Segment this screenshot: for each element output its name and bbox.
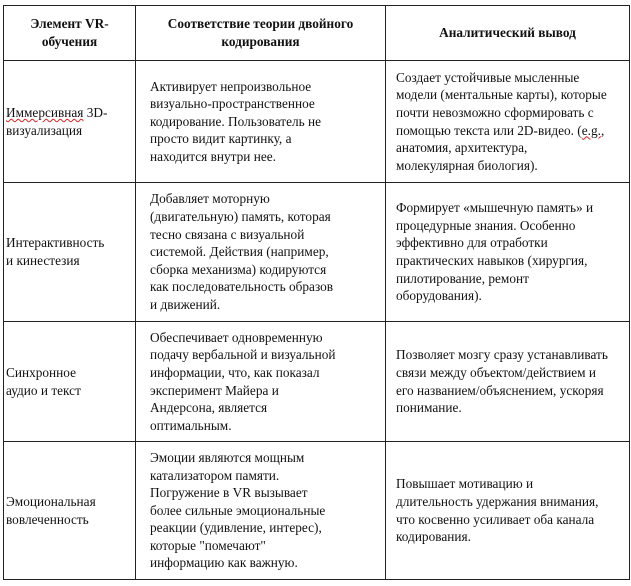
misspelled-word: Иммерсивная	[6, 104, 84, 120]
table-row	[4, 183, 630, 322]
cell-theory: Эмоции являются мощным катализатором памяти. Погружение в VR вызывает более сильные эмоциональные реакции (удивление, интерес), которые "помечают" информацию как важную.	[136, 442, 386, 580]
cell-conclusion-text: , анатомия, архитектура, молекулярная биология).	[396, 122, 605, 173]
table-row	[4, 61, 630, 183]
table-row	[4, 442, 630, 580]
misspelled-word: e.g.	[581, 122, 601, 138]
cell-theory: Обеспечивает одновременную подачу вербальной и визуальной информации, что, как показал эксперимент Майера и Андерсона, является оптимальным.	[136, 322, 386, 442]
header-element: Элемент VR- обучения	[4, 6, 136, 61]
comparison-table	[3, 5, 630, 580]
cell-element: Интерактивность и кинестезия	[4, 183, 136, 322]
cell-conclusion	[386, 61, 630, 183]
cell-element: Синхронное аудио и текст	[4, 322, 136, 442]
cell-conclusion-text: Создает устойчивые мысленные модели (ментальные карты), которые почти невозможно сформировать с помощью текста или 2D-видео. (	[396, 69, 607, 138]
header-conclusion: Аналитический вывод	[386, 6, 630, 61]
header-theory: Соответствие теории двойного кодирования	[136, 6, 386, 61]
table-header-row	[4, 6, 630, 61]
cell-theory: Активирует непроизвольное визуально-пространственное кодирование. Пользователь не просто видит картинку, а находится внутри нее.	[136, 61, 386, 183]
table-row	[4, 322, 630, 442]
cell-element: Эмоциональная вовлеченность	[4, 442, 136, 580]
cell-conclusion: Повышает мотивацию и длительность удержания внимания, что косвенно усиливает оба канала кодирования.	[386, 442, 630, 580]
cell-element	[4, 61, 136, 183]
cell-conclusion: Позволяет мозгу сразу устанавливать связи между объектом/действием и его названием/объяснением, ускоряя понимание.	[386, 322, 630, 442]
cell-theory: Добавляет моторную (двигательную) память, которая тесно связана с визуальной системой. Действия (например, сборка механизма) кодируются как последовательность образов и движений.	[136, 183, 386, 322]
cell-element-text: 3D- визуализация	[6, 104, 108, 138]
cell-conclusion: Формирует «мышечную память» и процедурные знания. Особенно эффективно для отработки практических навыков (хирургия, пилотирование, ремонт оборудования).	[386, 183, 630, 322]
